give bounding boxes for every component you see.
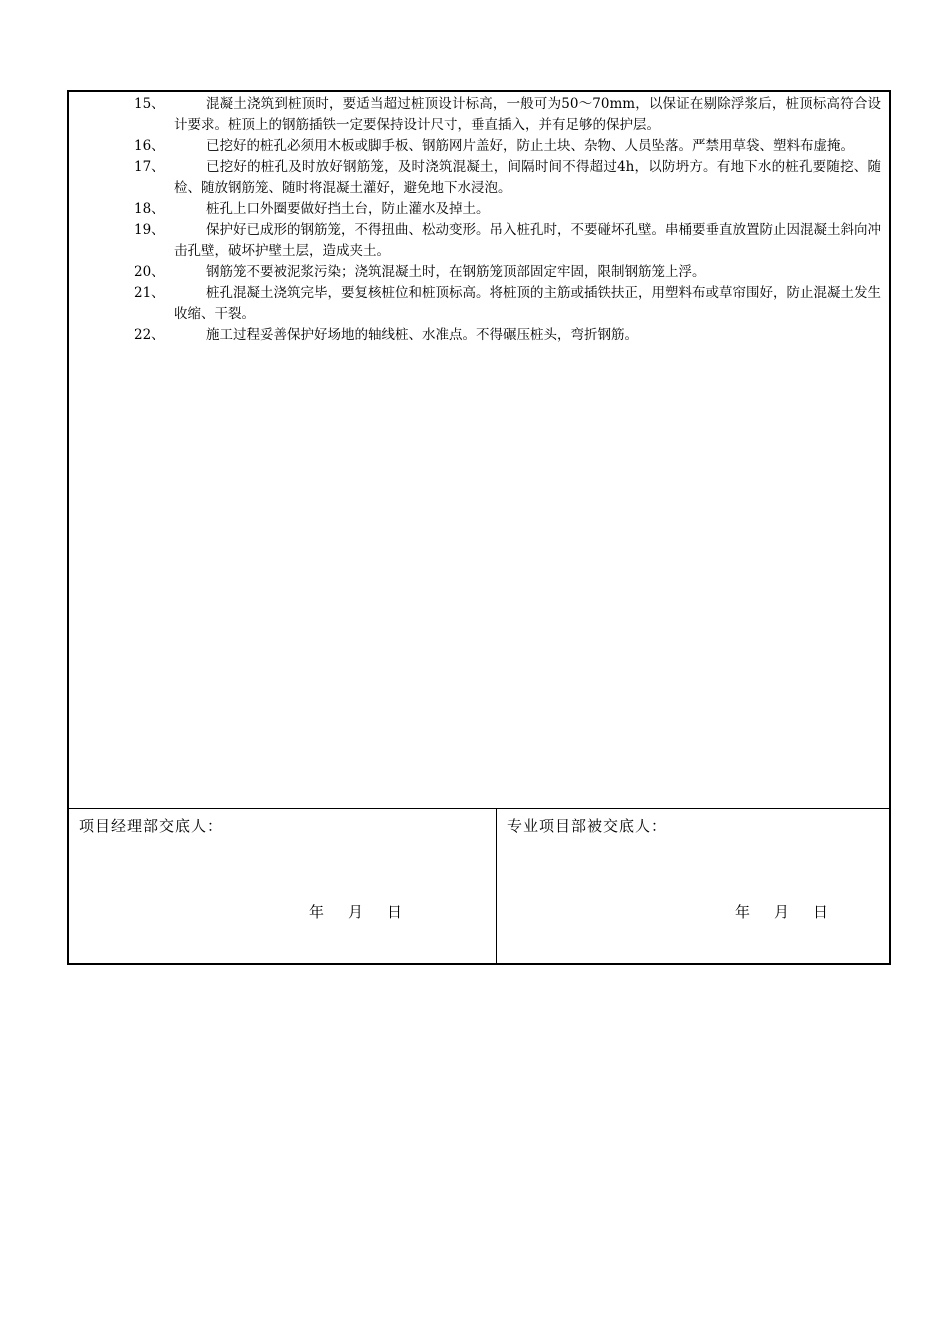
item-number: 20、 [134,264,165,280]
item-text: 已挖好的桩孔必须用木板或脚手板、钢筋网片盖好，防止土块、杂物、人员坠落。严禁用草袋、塑料布虚掩。 [206,138,854,154]
list-item [69,220,881,262]
list-item [69,325,881,346]
content-cell [69,92,889,809]
signature-row [69,809,889,963]
item-text: 钢筋笼不要被泥浆污染；浇筑混凝土时，在钢筋笼顶部固定牢固，限制钢筋笼上浮。 [206,264,706,280]
list-item [69,94,881,136]
year-label: 年 [309,903,325,921]
list-item [69,262,881,283]
item-number: 18、 [134,201,165,217]
item-text: 已挖好的桩孔及时放好钢筋笼，及时浇筑混凝土，间隔时间不得超过4h，以防坍方。有地下水的桩孔要随挖、随检、随放钢筋笼、随时将混凝土灌好，避免地下水浸泡。 [174,159,881,196]
item-number: 17、 [134,159,165,175]
list-item [69,199,881,220]
list-item [69,136,881,157]
item-number: 15、 [134,96,165,112]
item-number: 21、 [134,285,165,301]
item-text: 桩孔混凝土浇筑完毕，要复核桩位和桩顶标高。将桩顶的主筋或插铁扶正，用塑料布或草帘围好，防止混凝土发生收缩、干裂。 [174,285,881,322]
item-text: 施工过程妥善保护好场地的轴线桩、水准点。不得碾压桩头，弯折钢筋。 [206,327,638,343]
day-label: 日 [387,903,403,921]
item-number: 16、 [134,138,165,154]
discloser-label: 项目经理部交底人： [79,817,224,835]
item-number: 19、 [134,222,165,238]
discloser-signature-cell [69,809,497,963]
month-label: 月 [348,903,364,921]
receiver-date [735,901,828,922]
day-label: 日 [813,903,829,921]
receiver-label: 专业项目部被交底人： [507,817,668,835]
disclosure-table [67,90,891,965]
receiver-signature-cell [497,809,889,963]
item-text: 混凝土浇筑到桩顶时，要适当超过桩顶设计标高，一般可为50～70mm，以保证在剔除浮浆后，桩顶标高符合设计要求。桩顶上的钢筋插铁一定要保持设计尺寸，垂直插入，并有足够的保护层。 [174,96,881,133]
item-text: 桩孔上口外圈要做好挡土台，防止灌水及掉土。 [206,201,490,217]
list-item [69,157,881,199]
month-label: 月 [774,903,790,921]
list-item [69,283,881,325]
discloser-date [309,901,402,922]
item-number: 22、 [134,327,165,343]
year-label: 年 [735,903,751,921]
item-text: 保护好已成形的钢筋笼，不得扭曲、松动变形。吊入桩孔时，不要碰坏孔壁。串桶要垂直放置防止因混凝土斜向冲击孔壁，破坏护壁土层，造成夹土。 [174,222,881,259]
